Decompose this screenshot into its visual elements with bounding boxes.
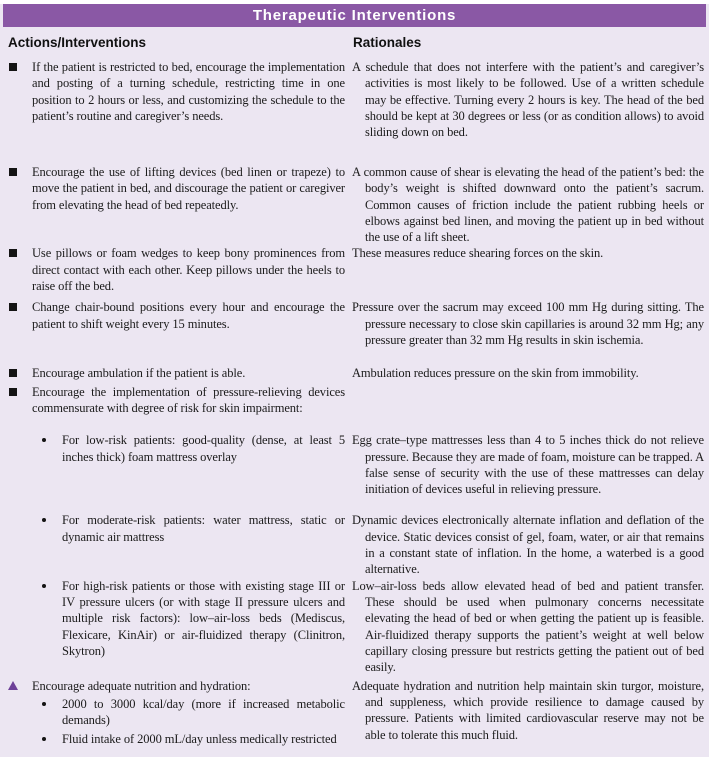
rationales-cell-row-7 bbox=[352, 512, 704, 577]
rationales-cell-row-6 bbox=[352, 432, 704, 512]
rationale-text: Ambulation reduces pressure on the skin from immobility. bbox=[352, 366, 639, 381]
rationale-text: Egg crate–type mattresses less than 4 to 5 inches thick do not relieve pressure. Because they are made of foam, moisture can be trapped. A false sense of security with the use of these mattresses can delay initiation of devices useful in relieving pressure. bbox=[352, 433, 704, 497]
action-text: 2000 to 3000 kcal/day (more if increased metabolic demands) bbox=[62, 696, 345, 728]
action-item bbox=[8, 245, 345, 294]
actions-cell-row-2 bbox=[8, 164, 345, 245]
actions-column-header: Actions/Interventions bbox=[8, 35, 147, 50]
rationales-cell-row-3 bbox=[352, 245, 704, 299]
action-text: For high-risk patients or those with existing stage III or IV pressure ulcers (or with stage II pressure ulcers and multiple risk factors): low–air-loss beds (Mediscus, Flexicare, KinAir) or air-fluidized therapy (Clinitron, Skytron) bbox=[62, 578, 345, 658]
actions-cell-row-1 bbox=[8, 59, 345, 164]
action-subitem bbox=[38, 432, 345, 465]
actions-cell-row-6 bbox=[8, 432, 345, 512]
actions-cell-row-4 bbox=[8, 299, 345, 365]
actions-cell-row-7 bbox=[8, 512, 345, 577]
actions-cell-row-3 bbox=[8, 245, 345, 299]
square-bullet-icon bbox=[9, 168, 17, 176]
rationales-cell-row-9 bbox=[352, 678, 704, 757]
action-item bbox=[8, 384, 345, 417]
square-bullet-icon bbox=[9, 303, 17, 311]
rationales-cell-row-4 bbox=[352, 299, 704, 365]
table-content bbox=[0, 27, 709, 757]
two-column-grid bbox=[8, 33, 704, 757]
rationale-text: These measures reduce shearing forces on the skin. bbox=[352, 246, 604, 261]
dot-bullet-icon bbox=[42, 737, 46, 741]
rationale-text: A schedule that does not interfere with the patient’s and caregiver’s activities is most likely to be followed. Use of a written schedule may be effective. Turning every 2 hours is key. The head of the bed should be kept at 30 degrees or less (or as condition allows) to avoid sliding down on bed. bbox=[352, 60, 704, 140]
action-text: If the patient is restricted to bed, encourage the implementation and posting of a turning schedule, restricting time in one position to 2 hours or less, and customizing the schedule to the patient’s routine and caregiver’s needs. bbox=[32, 60, 345, 123]
actions-cell-row-9 bbox=[8, 678, 345, 757]
rationale-text: Adequate hydration and nutrition help maintain skin turgor, moisture, and suppleness, which provide resilience to damage caused by pressure. Patients with limited cardiovascular reserve may not be able to tolerate this much fluid. bbox=[352, 678, 704, 742]
dot-bullet-icon bbox=[42, 438, 46, 442]
rationales-cell-row-8 bbox=[352, 578, 704, 678]
actions-cell-row-8 bbox=[8, 578, 345, 678]
actions-cell-row-5 bbox=[8, 365, 345, 432]
action-subitem bbox=[38, 731, 345, 747]
triangle-bullet-icon bbox=[8, 681, 18, 690]
rationales-cell-row-2 bbox=[352, 164, 704, 245]
square-bullet-icon bbox=[9, 388, 17, 396]
action-text: Use pillows or foam wedges to keep bony prominences from direct contact with each other. Keep pillows under the heels to raise off the bed. bbox=[32, 246, 345, 294]
square-bullet-icon bbox=[9, 249, 17, 257]
action-item bbox=[8, 678, 345, 694]
rationale-text: Dynamic devices electronically alternate inflation and deflation of the device. Static devices consist of gel, foam, water, or air that remains in a constant state of inflation. In the home, a waterbed is a good alternative. bbox=[352, 513, 704, 577]
action-subitem bbox=[38, 696, 345, 729]
rationales-cell-row-1 bbox=[352, 59, 704, 164]
action-item bbox=[8, 59, 345, 124]
rationales-cell-row-5 bbox=[352, 365, 704, 432]
action-item bbox=[8, 164, 345, 213]
action-text: Encourage ambulation if the patient is able. bbox=[32, 366, 246, 381]
action-text: Fluid intake of 2000 mL/day unless medically restricted bbox=[62, 731, 337, 746]
action-item bbox=[8, 299, 345, 332]
page-title: Therapeutic Interventions bbox=[252, 7, 457, 24]
rationales-column-header: Rationales bbox=[353, 35, 422, 50]
action-text: Encourage adequate nutrition and hydration: bbox=[32, 678, 251, 693]
action-item bbox=[8, 365, 345, 381]
action-text: For low-risk patients: good-quality (dense, at least 5 inches thick) foam mattress overlay bbox=[62, 433, 345, 464]
action-text: Change chair-bound positions every hour and encourage the patient to shift weight every 15 minutes. bbox=[32, 300, 345, 331]
dot-bullet-icon bbox=[42, 584, 46, 588]
action-text: Encourage the implementation of pressure-relieving devices commensurate with degree of risk for skin impairment: bbox=[32, 384, 345, 416]
table-title-bar bbox=[3, 4, 706, 27]
action-text: Encourage the use of lifting devices (bed linen or trapeze) to move the patient in bed, and discourage the patient or caregiver from elevating the head of bed repeatedly. bbox=[32, 165, 345, 212]
action-text: For moderate-risk patients: water mattress, static or dynamic air mattress bbox=[62, 513, 345, 544]
square-bullet-icon bbox=[9, 63, 17, 71]
action-subitem bbox=[38, 578, 345, 659]
square-bullet-icon bbox=[9, 369, 17, 377]
rationale-text: A common cause of shear is elevating the head of the patient’s bed: the body’s weight is shifted downward onto the patient’s sacrum. Common causes of friction include the patient rubbing heels or elbows against bed linen, and moving the patient up in bed without the use of a lift sheet. bbox=[352, 165, 704, 245]
rationale-text: Low–air-loss beds allow elevated head of bed and patient transfer. These should be used when pulmonary concerns necessitate elevating the head of bed or when getting the patient up is feasible. Air-fluidized therapy supports the patient’s weight at well below capillary closing pressure but restricts getting the patient out of bed easily. bbox=[352, 578, 704, 675]
rationale-text: Pressure over the sacrum may exceed 100 mm Hg during sitting. The pressure necessary to close skin capillaries is around 32 mm Hg; any pressure greater than 32 mm Hg results in skin ischemia. bbox=[352, 300, 704, 348]
dot-bullet-icon bbox=[42, 518, 46, 522]
action-subitem bbox=[38, 512, 345, 545]
dot-bullet-icon bbox=[42, 702, 46, 706]
